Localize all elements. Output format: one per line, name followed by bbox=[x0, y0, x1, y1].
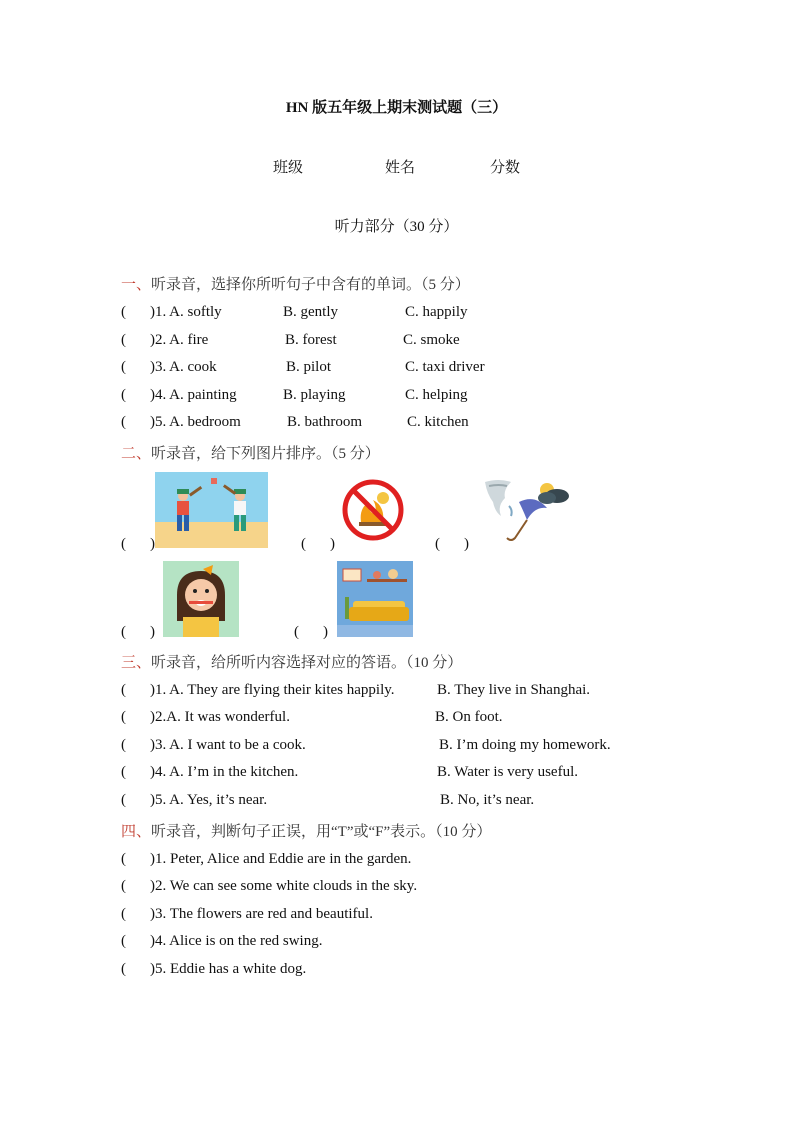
section-4-heading bbox=[121, 820, 491, 841]
s4-q5: )5. Eddie has a white dog. bbox=[150, 961, 307, 977]
s4-q2: )2. We can see some white clouds in the sky. bbox=[150, 878, 418, 894]
paren-open: ( bbox=[121, 737, 126, 753]
s1-q1-b: B. gently bbox=[283, 304, 338, 320]
s4-q3: )3. The flowers are red and beautiful. bbox=[150, 906, 373, 922]
name-label: 姓名 bbox=[385, 160, 416, 176]
s3-q2-a: )2.A. It was wonderful. bbox=[150, 709, 290, 725]
s3-q3-b: B. I’m doing my homework. bbox=[439, 737, 611, 753]
s3-q4-b: B. Water is very useful. bbox=[437, 764, 578, 780]
s1-q2-c: C. smoke bbox=[403, 332, 460, 348]
paren-open: ( bbox=[121, 906, 126, 922]
paren-open: ( bbox=[121, 682, 126, 698]
section-3-heading bbox=[121, 651, 462, 672]
s1-q3-b: B. pilot bbox=[286, 359, 332, 375]
paren-open: ( bbox=[121, 387, 126, 403]
paren-close: ) bbox=[323, 624, 328, 640]
paren-open: ( bbox=[121, 764, 126, 780]
storm-weather-image bbox=[475, 476, 575, 546]
s3-q2-b: B. On foot. bbox=[435, 709, 503, 725]
paren-open: ( bbox=[121, 536, 126, 552]
section-3-number: 三、 bbox=[121, 655, 152, 671]
section-1-heading bbox=[121, 273, 470, 294]
s1-q5-b: B. bathroom bbox=[287, 414, 362, 430]
ball-icon bbox=[211, 478, 217, 484]
paren-open: ( bbox=[121, 359, 126, 375]
s4-q1: )1. Peter, Alice and Eddie are in the garden. bbox=[150, 851, 412, 867]
s1-q3: )3. A. cook bbox=[150, 359, 217, 375]
s3-q5-a: )5. A. Yes, it’s near. bbox=[150, 792, 268, 808]
s1-q4-c: C. helping bbox=[405, 387, 468, 403]
section-3-instruction: 听录音，给所听内容选择对应的答语。（10 分） bbox=[151, 655, 463, 671]
s1-q2: )2. A. fire bbox=[150, 332, 209, 348]
s3-q1-a: )1. A. They are flying their kites happily. bbox=[150, 682, 395, 698]
score-label: 分数 bbox=[490, 160, 521, 176]
paren-open: ( bbox=[121, 792, 126, 808]
paren-open: ( bbox=[435, 536, 440, 552]
no-fire-sign-image bbox=[341, 478, 405, 542]
s1-q4: )4. A. painting bbox=[150, 387, 237, 403]
section-1-instruction: 听录音，选择你所听句子中含有的单词。（5 分） bbox=[151, 277, 470, 293]
s3-q4-a: )4. A. I’m in the kitchen. bbox=[150, 764, 299, 780]
class-label: 班级 bbox=[273, 160, 304, 176]
section-2-heading bbox=[121, 442, 380, 463]
s1-q3-c: C. taxi driver bbox=[405, 359, 485, 375]
living-room-sofa-image bbox=[337, 561, 413, 637]
paren-open: ( bbox=[294, 624, 299, 640]
paren-open: ( bbox=[121, 304, 126, 320]
s1-q2-b: B. forest bbox=[285, 332, 337, 348]
s1-q5: )5. A. bedroom bbox=[150, 414, 241, 430]
girl-brushing-teeth-image bbox=[163, 561, 239, 637]
s1-q1: )1. A. softly bbox=[150, 304, 222, 320]
section-4-instruction: 听录音，判断句子正误，用“T”或“F”表示。（10 分） bbox=[151, 824, 492, 840]
paren-close: ) bbox=[330, 536, 335, 552]
paren-open: ( bbox=[121, 414, 126, 430]
paren-open: ( bbox=[121, 624, 126, 640]
paren-close: ) bbox=[464, 536, 469, 552]
section-2-number: 二、 bbox=[121, 446, 152, 462]
paren-open: ( bbox=[121, 709, 126, 725]
s1-q1-c: C. happily bbox=[405, 304, 468, 320]
page-title: HN 版五年级上期末测试题（三） bbox=[285, 100, 508, 116]
baseball-players-image bbox=[155, 472, 268, 548]
s3-q3-a: )3. A. I want to be a cook. bbox=[150, 737, 306, 753]
paren-open: ( bbox=[121, 851, 126, 867]
section-1-number: 一、 bbox=[121, 277, 152, 293]
section-4-number: 四、 bbox=[121, 824, 152, 840]
paren-close: ) bbox=[150, 536, 155, 552]
listening-header: 听力部分（30 分） bbox=[334, 219, 459, 235]
s1-q4-b: B. playing bbox=[283, 387, 346, 403]
section-2-instruction: 听录音，给下列图片排序。（5 分） bbox=[151, 446, 380, 462]
s3-q1-b: B. They live in Shanghai. bbox=[437, 682, 591, 698]
s4-q4: )4. Alice is on the red swing. bbox=[150, 933, 323, 949]
paren-open: ( bbox=[121, 878, 126, 894]
paren-open: ( bbox=[301, 536, 306, 552]
paren-open: ( bbox=[121, 961, 126, 977]
paren-open: ( bbox=[121, 933, 126, 949]
s1-q5-c: C. kitchen bbox=[407, 414, 469, 430]
paren-close: ) bbox=[150, 624, 155, 640]
s3-q5-b: B. No, it’s near. bbox=[440, 792, 535, 808]
paren-open: ( bbox=[121, 332, 126, 348]
